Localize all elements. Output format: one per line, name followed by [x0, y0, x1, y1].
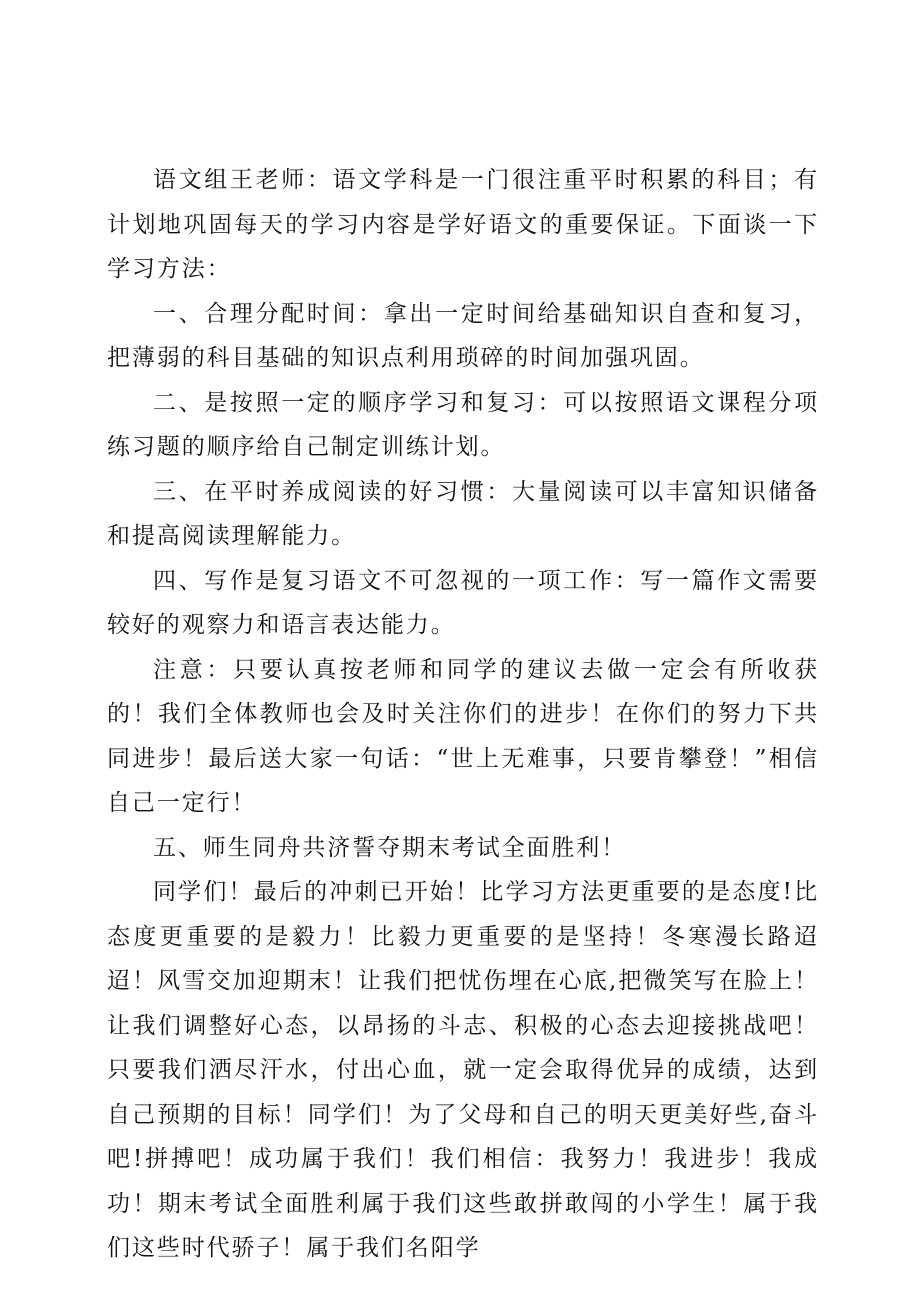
- paragraph-note: 注意：只要认真按老师和同学的建议去做一定会有所收获的！我们全体教师也会及时关注你们的进步！在你们的努力下共同进步！最后送大家一句话：“世上无难事，只要肯攀登！”相信自己一定行！: [107, 656, 819, 816]
- paragraph-method-order-review: 二、是按照一定的顺序学习和复习：可以按照语文课程分项练习题的顺序给自己制定训练计划。: [107, 389, 819, 460]
- document-body: [107, 158, 819, 1271]
- paragraph-encouragement: 同学们！最后的冲刺已开始！比学习方法更重要的是态度!比态度更重要的是毅力！比毅力更重要的是坚持！冬寒漫长路迢迢！风雪交加迎期末！让我们把忧伤埋在心底,把微笑写在脸上！让我们调整好心态，以昂扬的斗志、积极的心态去迎接挑战吧！只要我们洒尽汗水，付出心血，就一定会取得优异的成绩，达到自己预期的目标！同学们！为了父母和自己的明天更美好些,奋斗吧!拼搏吧！成功属于我们！我们相信：我努力！我进步！我成功！期末考试全面胜利属于我们这些敢拼敢闯的小学生！属于我们这些时代骄子！属于我们名阳学: [107, 879, 819, 1261]
- paragraph-chinese-teacher-intro: 语文组王老师：语文学科是一门很注重平时积累的科目；有计划地巩固每天的学习内容是学好语文的重要保证。下面谈一下学习方法：: [107, 167, 819, 282]
- paragraph-method-writing: 四、写作是复习语文不可忽视的一项工作：写一篇作文需要较好的观察力和语言表达能力。: [107, 567, 819, 638]
- paragraph-method-time-allocation: 一、合理分配时间：拿出一定时间给基础知识自查和复习，把薄弱的科目基础的知识点利用琐碎的时间加强巩固。: [107, 300, 819, 371]
- paragraph-section-five-heading: 五、师生同舟共济誓夺期末考试全面胜利！: [153, 834, 627, 861]
- paragraph-method-reading-habit: 三、在平时养成阅读的好习惯：大量阅读可以丰富知识储备和提高阅读理解能力。: [107, 478, 819, 549]
